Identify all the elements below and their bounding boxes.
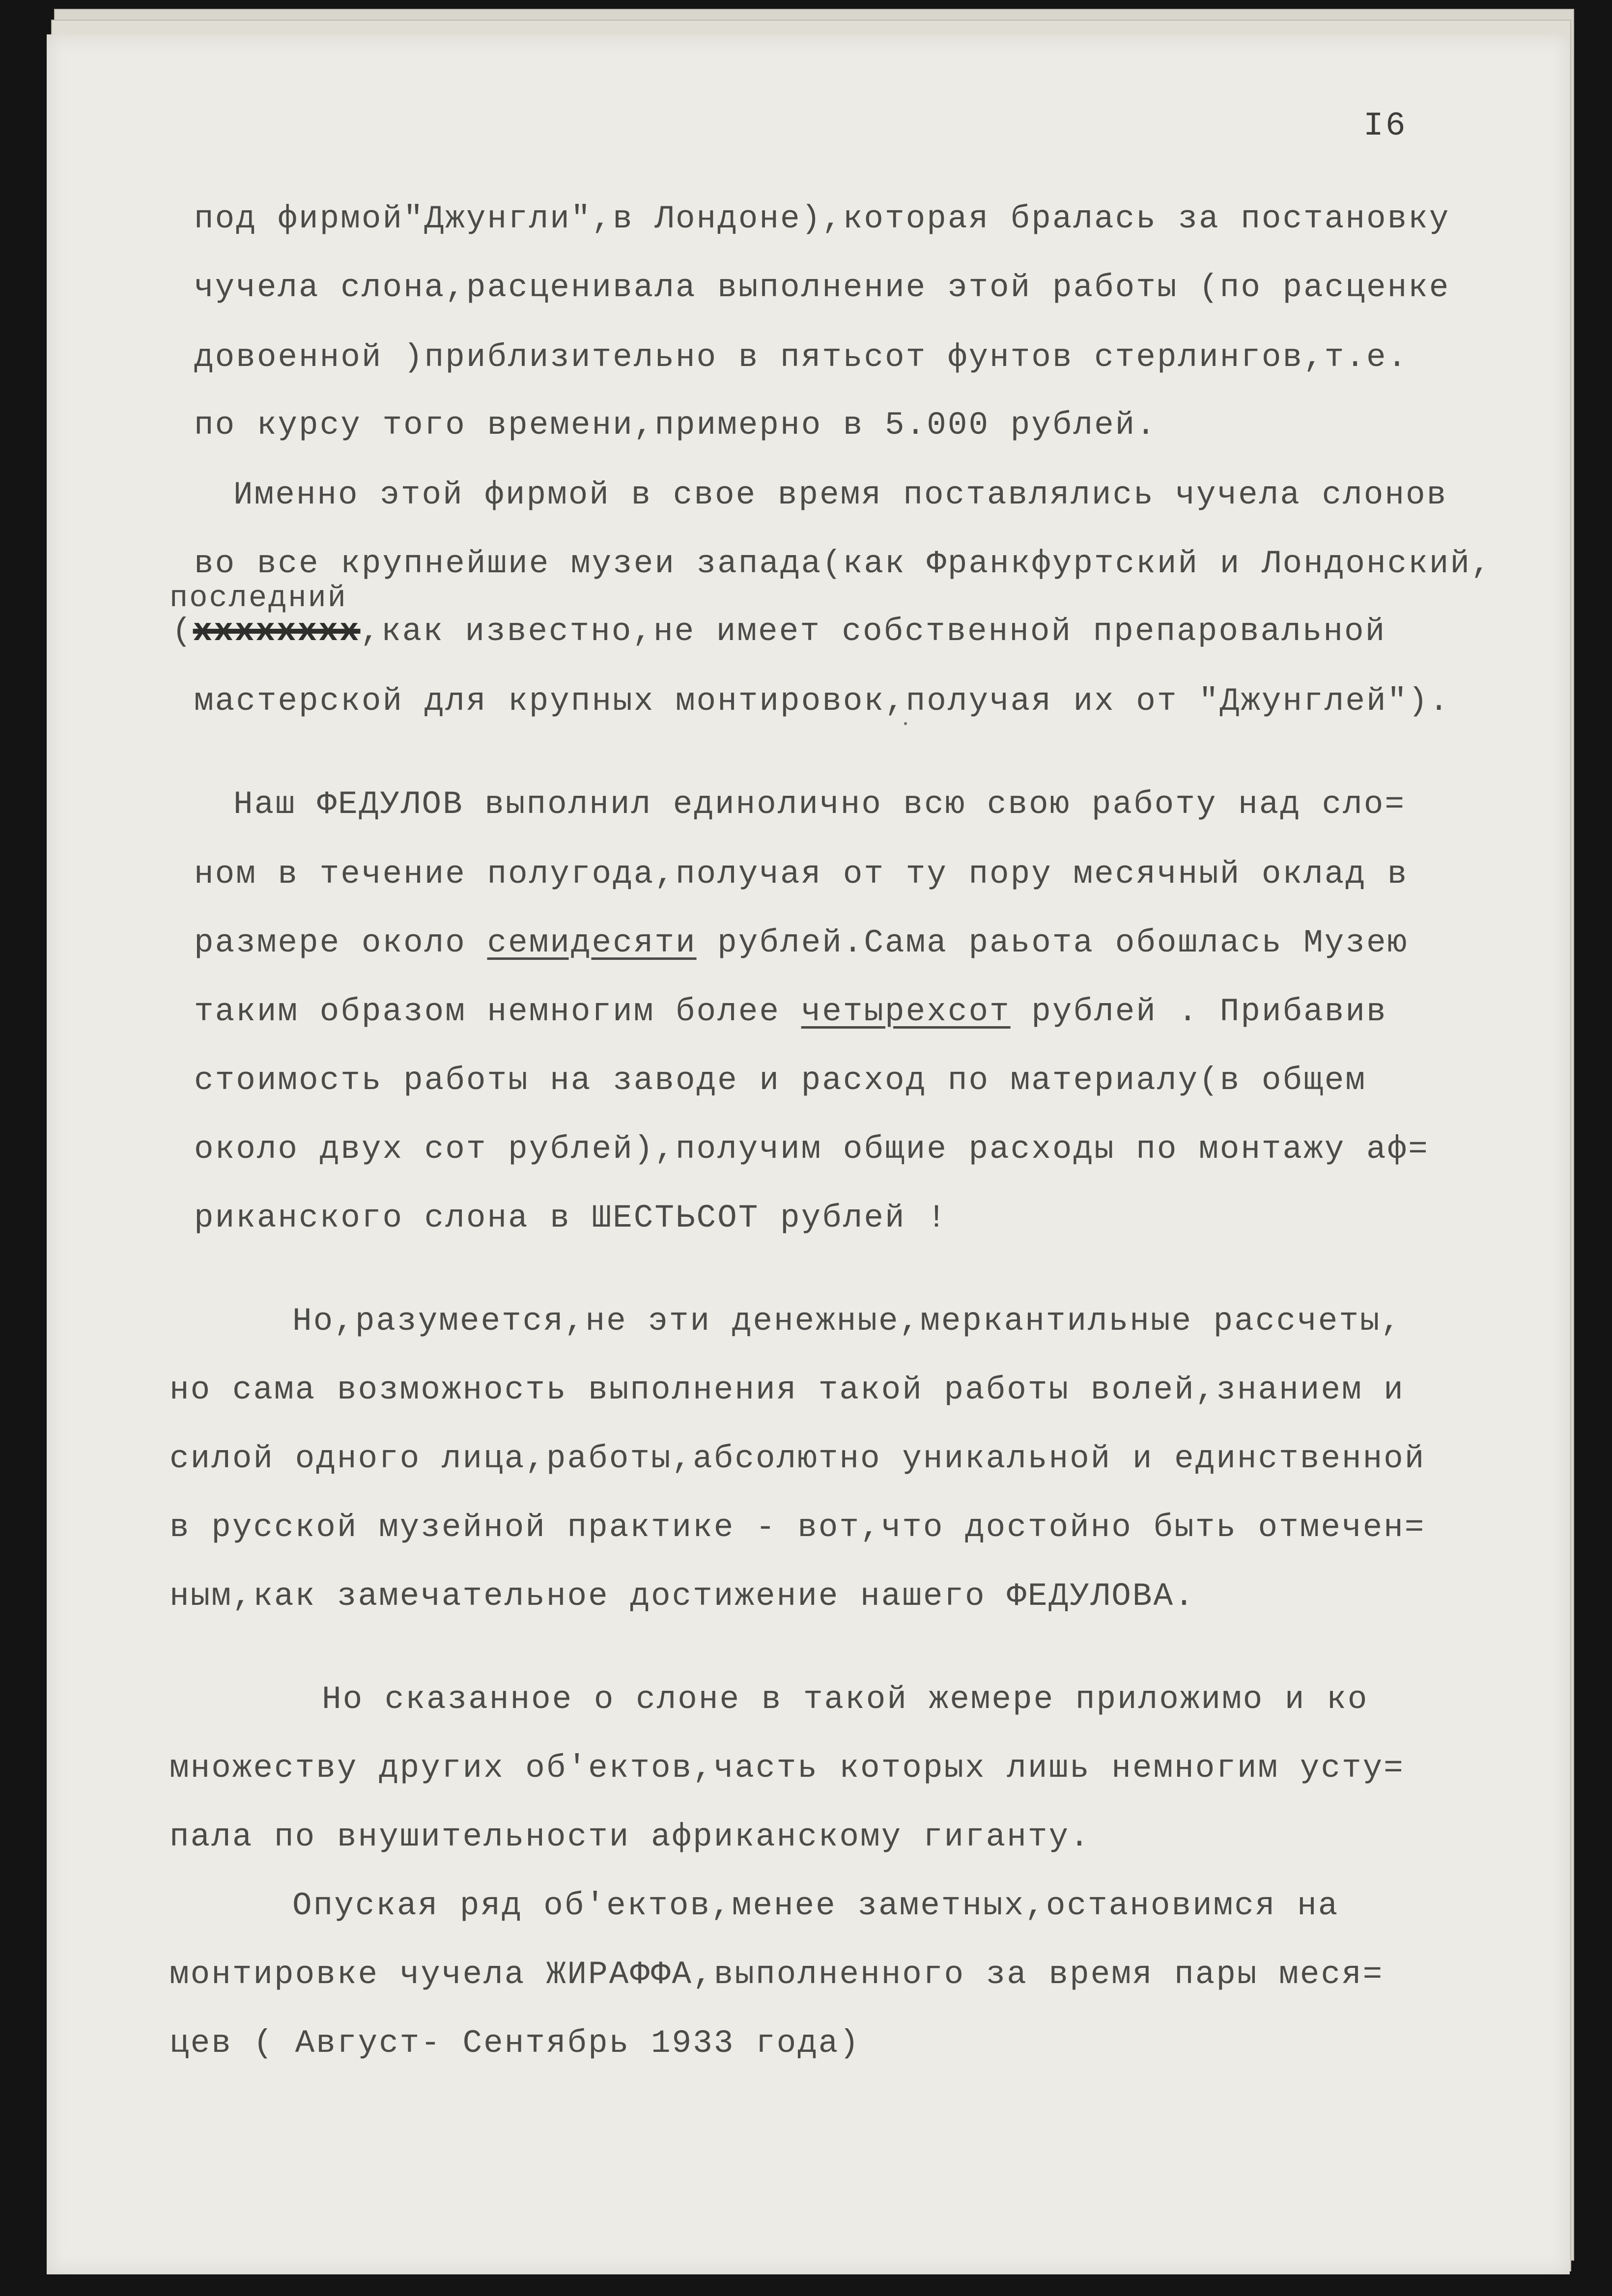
struck-out-word: xxxxxxxx [193,613,361,650]
text-line: Опуская ряд об'ектов,менее заметных,остановимся на [292,1887,1339,1924]
handwritten-insertion: последний [170,581,347,616]
text-line: около двух сот рублей),получим общие расходы по монтажу аф= [194,1131,1429,1168]
line-end: рублей.Сама раьота обошлась Музею [696,924,1409,961]
line-remainder: ,как известно,не имеет собственной препаровальной [360,613,1386,650]
text-line: по курсу того времени,примерно в 5.000 рублей. [194,407,1157,444]
text-line: пала по внушительности африканскому гиганту. [170,1819,1091,1855]
underlined-amount: семидесяти [487,924,697,961]
line-start: размере около [194,924,487,961]
text-line: довоенной )приблизительно в пятьсот фунтов стерлингов,т.е. [194,339,1409,376]
text-line: мастерской для крупных монтировок,получая их от "Джунглей"). [194,683,1450,720]
text-line: стоимость работы на заводе и расход по материалу(в общем [194,1062,1366,1099]
text-line: в русской музейной практике - вот,что достойно быть отмечен= [170,1509,1426,1546]
text-line: риканского слона в ШЕСТЬСОТ рублей ! [194,1200,948,1236]
line-start: таким образом немногим более [194,993,801,1030]
text-line: под фирмой"Джунгли",в Лондоне),которая бралась за постановку [194,200,1450,237]
paren-open: ( [172,613,193,650]
text-line: силой одного лица,работы,абсолютно уникальной и единственной [170,1440,1426,1477]
text-line: цев ( Август- Сентябрь 1933 года) [170,2025,861,2062]
text-line: но сама возможность выполнения такой работы волей,знанием и [170,1372,1405,1408]
text-line [194,924,1408,961]
underlined-amount: четырехсот [801,993,1011,1030]
line-end: рублей . Прибавив [1010,993,1387,1030]
text-line: ном в течение полугода,получая от ту пору месячный оклад в [194,856,1409,893]
typewritten-page [47,34,1570,2274]
text-line [194,993,1387,1030]
page-number: I6 [1363,107,1408,145]
text-line: Но сказанное о слоне в такой жемере приложимо и ко [322,1681,1369,1718]
text-line: Наш ФЕДУЛОВ выполнил единолично всю свою работу над сло= [233,786,1406,823]
text-line: ным,как замечательное достижение нашего ФЕДУЛОВА. [170,1578,1195,1615]
text-line: Но,разумеется,не эти денежные,меркантильные рассчеты, [292,1303,1402,1340]
text-line-with-strikeout [172,613,1386,650]
pencil-dot [904,722,907,725]
text-line: Именно этой фирмой в свое время поставлялись чучела слонов [233,476,1448,513]
text-line: чучела слона,расценивала выполнение этой работы (по расценке [194,269,1450,306]
text-line: множеству других об'ектов,часть которых лишь немногим усту= [170,1750,1405,1787]
text-line: во все крупнейшие музеи запада(как Франкфуртский и Лондонский, [194,545,1492,582]
text-line: монтировке чучела ЖИРАФФА,выполненного за время пары меся= [170,1956,1384,1993]
